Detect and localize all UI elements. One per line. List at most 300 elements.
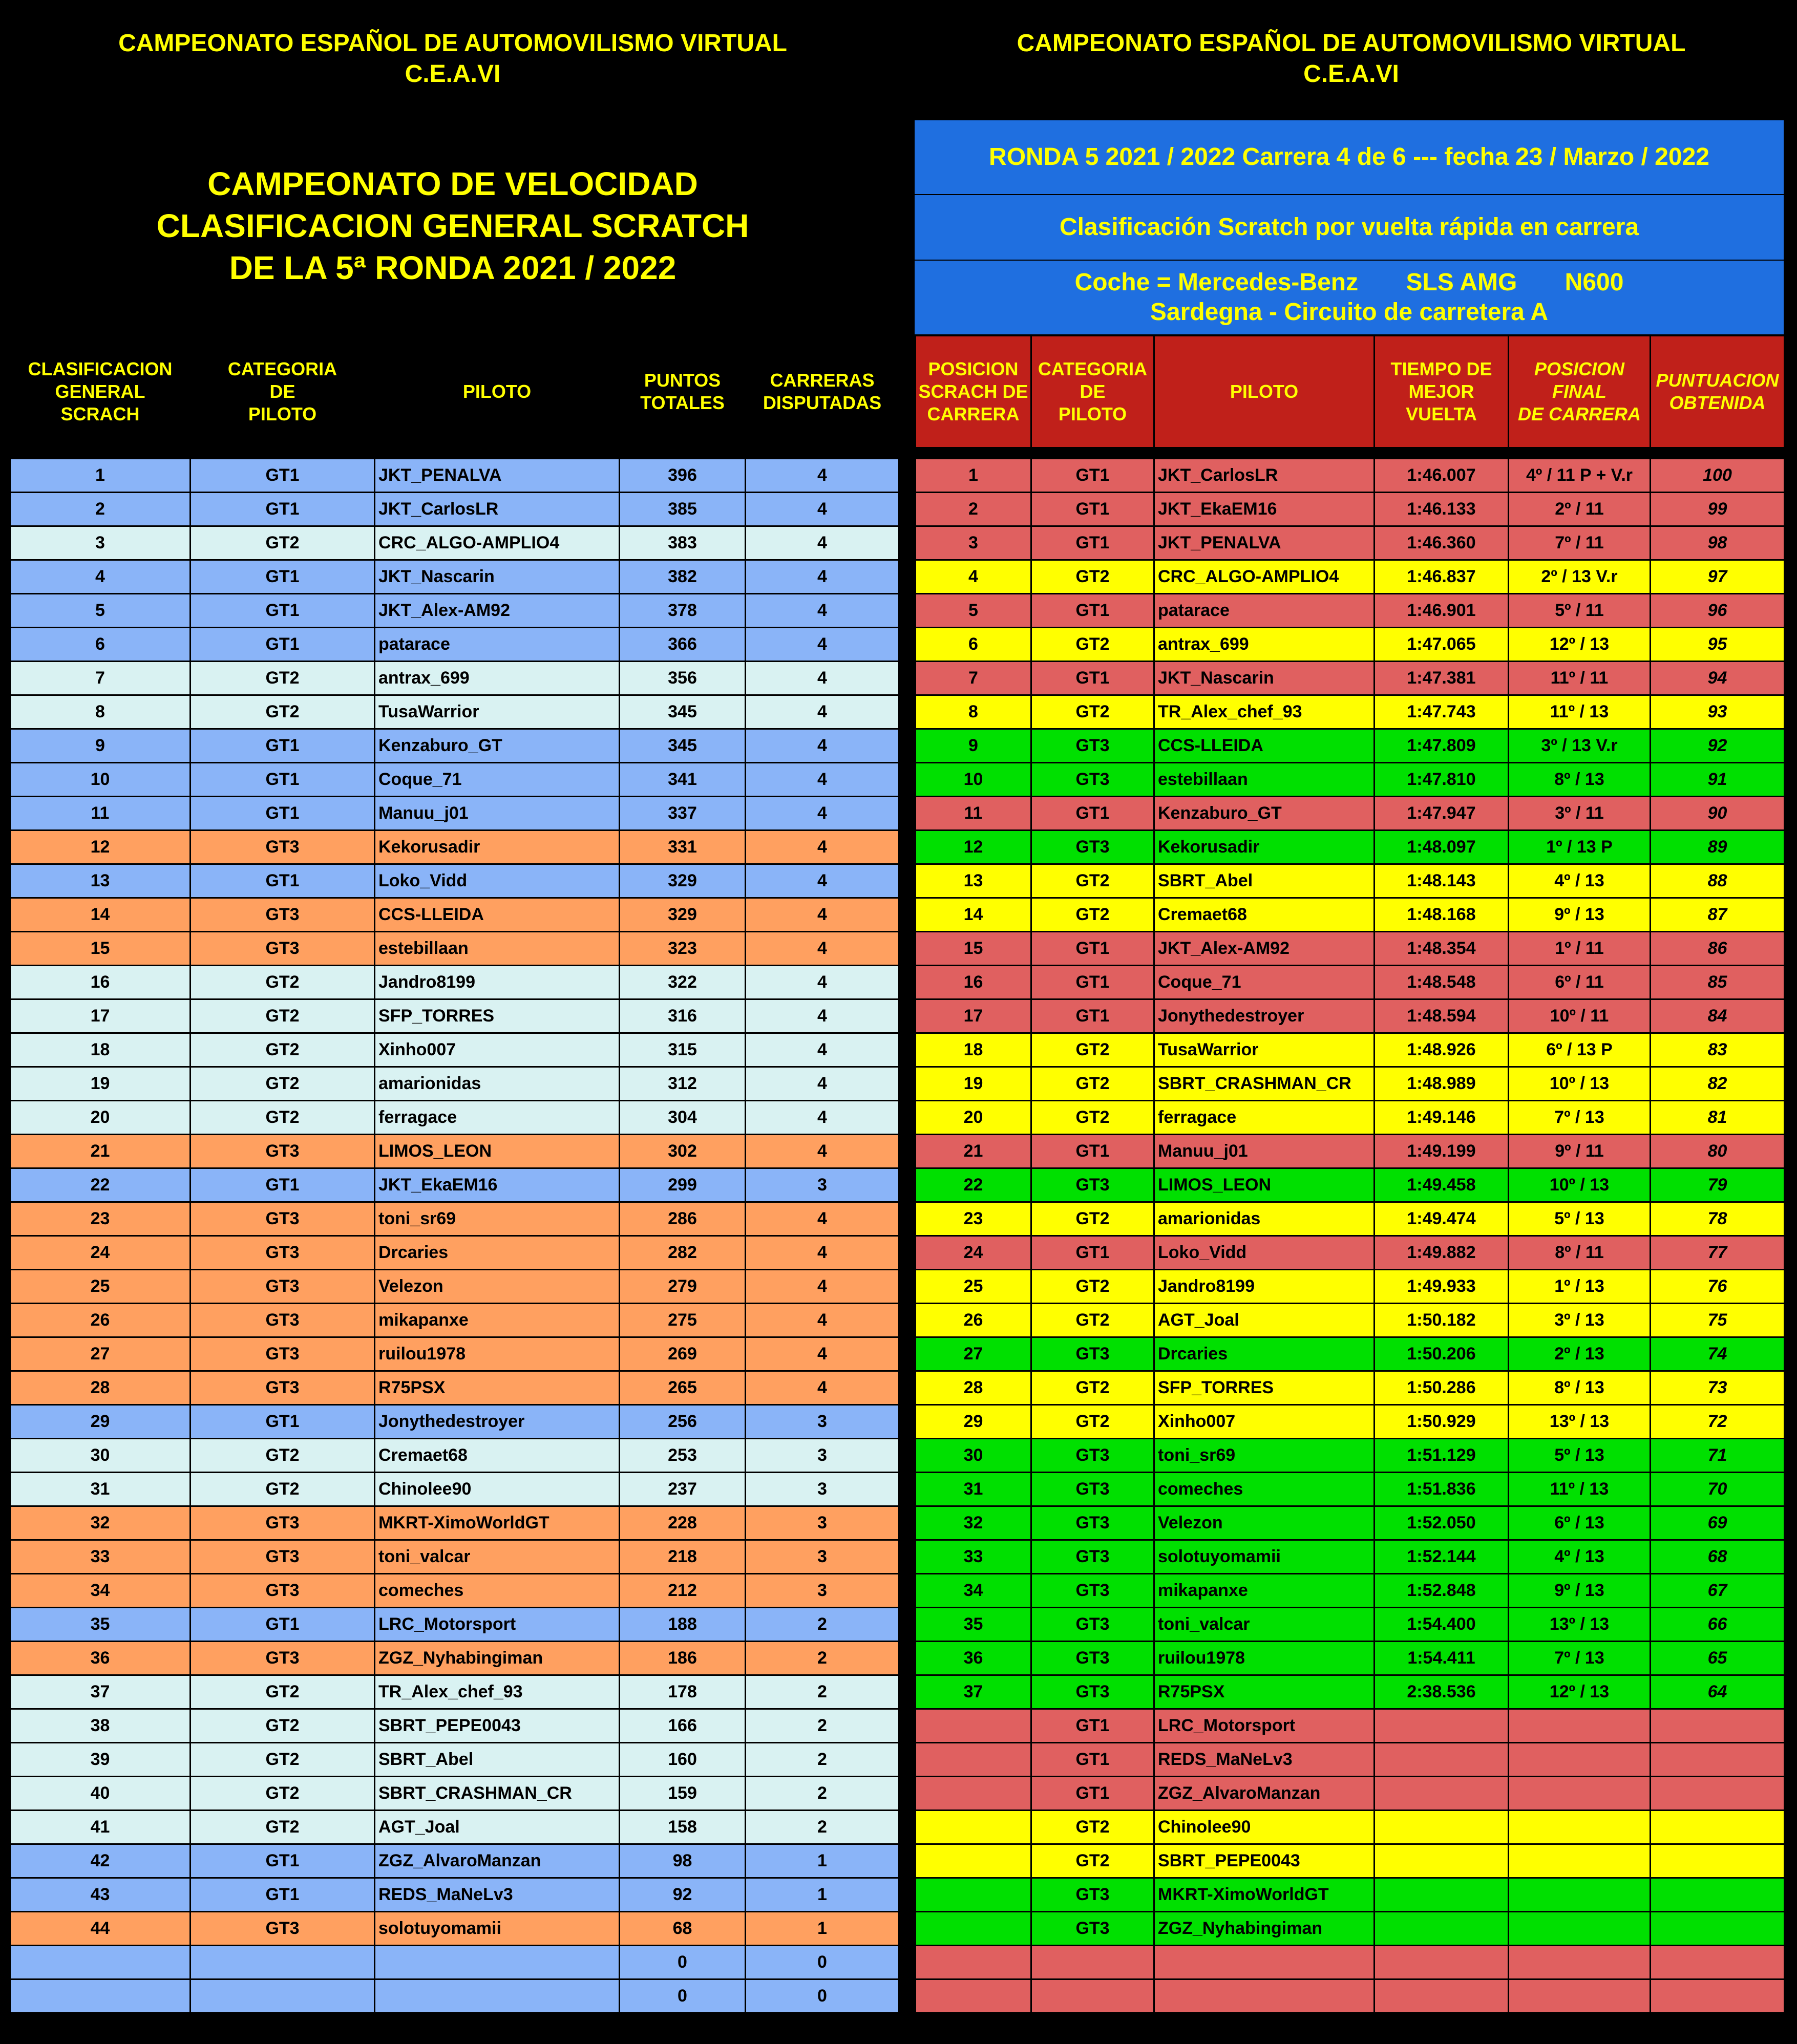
- general-cell-3: 188: [620, 1608, 746, 1642]
- race-cell-2: Velezon: [1154, 1506, 1375, 1540]
- table-row: [916, 1405, 1785, 1439]
- race-cell-3: 1:48.926: [1375, 1033, 1509, 1067]
- table-row: [10, 493, 899, 526]
- table-row: [916, 662, 1785, 695]
- race-cell-1: GT2: [1031, 898, 1154, 932]
- track-info: Sardegna - Circuito de carretera A: [1150, 299, 1549, 326]
- general-cell-4: 4: [746, 864, 899, 898]
- general-cell-2: LIMOS_LEON: [375, 1135, 620, 1168]
- general-cell-2: LRC_Motorsport: [375, 1608, 620, 1642]
- race-cell-5: 91: [1651, 763, 1785, 797]
- general-cell-2: CCS-LLEIDA: [375, 898, 620, 932]
- general-cell-4: 4: [746, 493, 899, 526]
- race-cell-5: 75: [1651, 1304, 1785, 1337]
- race-cell-5: 66: [1651, 1608, 1785, 1642]
- general-cell-1: GT3: [191, 932, 375, 966]
- race-cell-5: [1651, 1844, 1785, 1878]
- general-cell-3: 316: [620, 999, 746, 1033]
- race-header-1: CATEGORIA DE PILOTO: [1031, 336, 1154, 448]
- general-table-header: [10, 336, 899, 448]
- race-cell-4: 7º / 11: [1509, 526, 1651, 560]
- race-cell-1: GT1: [1031, 459, 1154, 493]
- general-cell-4: 3: [746, 1506, 899, 1540]
- general-cell-4: 2: [746, 1743, 899, 1777]
- general-cell-0: 41: [10, 1811, 191, 1844]
- race-cell-5: 64: [1651, 1675, 1785, 1709]
- general-cell-2: Cremaet68: [375, 1439, 620, 1473]
- race-cell-1: GT2: [1031, 1304, 1154, 1337]
- general-cell-0: 16: [10, 966, 191, 999]
- general-cell-0: 10: [10, 763, 191, 797]
- race-cell-4: 5º / 11: [1509, 594, 1651, 628]
- general-cell-2: ferragace: [375, 1101, 620, 1135]
- race-cell-3: 1:47.065: [1375, 628, 1509, 662]
- table-row: [916, 1844, 1785, 1878]
- table-row: [10, 1709, 899, 1743]
- general-cell-0: 21: [10, 1135, 191, 1168]
- race-cell-0: 4: [916, 560, 1031, 594]
- org-name: CAMPEONATO ESPAÑOL DE AUTOMOVILISMO VIRTUAL: [118, 30, 787, 57]
- general-cell-3: 378: [620, 594, 746, 628]
- general-cell-3: 92: [620, 1878, 746, 1912]
- general-cell-2: mikapanxe: [375, 1304, 620, 1337]
- table-row: [10, 1439, 899, 1473]
- general-cell-4: 4: [746, 729, 899, 763]
- race-cell-4: [1509, 1946, 1651, 1979]
- race-cell-4: [1509, 1912, 1651, 1946]
- table-row: [916, 1912, 1785, 1946]
- general-cell-3: 265: [620, 1371, 746, 1405]
- race-cell-0: [916, 1709, 1031, 1743]
- general-cell-0: 8: [10, 695, 191, 729]
- race-cell-5: 98: [1651, 526, 1785, 560]
- race-cell-5: 81: [1651, 1101, 1785, 1135]
- general-cell-4: 2: [746, 1608, 899, 1642]
- general-cell-4: 4: [746, 1337, 899, 1371]
- race-cell-3: 1:49.933: [1375, 1270, 1509, 1304]
- race-cell-0: 32: [916, 1506, 1031, 1540]
- table-row: [10, 999, 899, 1033]
- race-cell-5: 69: [1651, 1506, 1785, 1540]
- race-cell-3: 1:47.381: [1375, 662, 1509, 695]
- race-cell-2: CRC_ALGO-AMPLIO4: [1154, 560, 1375, 594]
- race-cell-2: antrax_699: [1154, 628, 1375, 662]
- org-name: CAMPEONATO ESPAÑOL DE AUTOMOVILISMO VIRTUAL: [1017, 30, 1686, 57]
- race-cell-0: 9: [916, 729, 1031, 763]
- race-cell-3: [1375, 1979, 1509, 2013]
- race-cell-2: CCS-LLEIDA: [1154, 729, 1375, 763]
- general-header-4: CARRERAS DISPUTADAS: [746, 336, 899, 448]
- table-row: [916, 1033, 1785, 1067]
- table-row: [916, 999, 1785, 1033]
- race-cell-5: [1651, 1811, 1785, 1844]
- race-cell-0: 24: [916, 1236, 1031, 1270]
- general-cell-1: GT3: [191, 1236, 375, 1270]
- general-cell-1: GT3: [191, 1506, 375, 1540]
- race-cell-2: SBRT_CRASHMAN_CR: [1154, 1067, 1375, 1101]
- general-cell-1: GT2: [191, 1473, 375, 1506]
- race-cell-3: 1:46.837: [1375, 560, 1509, 594]
- general-cell-0: 29: [10, 1405, 191, 1439]
- general-cell-4: 4: [746, 594, 899, 628]
- general-cell-4: 4: [746, 1067, 899, 1101]
- race-cell-4: 12º / 13: [1509, 1675, 1651, 1709]
- table-row: [10, 932, 899, 966]
- general-cell-1: GT2: [191, 1033, 375, 1067]
- race-cell-2: Coque_71: [1154, 966, 1375, 999]
- race-cell-2: SBRT_PEPE0043: [1154, 1844, 1375, 1878]
- general-cell-4: 4: [746, 831, 899, 864]
- general-cell-4: 4: [746, 966, 899, 999]
- general-cell-3: 158: [620, 1811, 746, 1844]
- table-row: [916, 966, 1785, 999]
- title-line-1: CAMPEONATO DE VELOCIDAD: [207, 165, 698, 202]
- classification-info: Clasificación Scratch por vuelta rápida en carrera: [915, 195, 1784, 260]
- race-cell-1: GT3: [1031, 1473, 1154, 1506]
- general-cell-2: Chinolee90: [375, 1473, 620, 1506]
- race-cell-3: 1:47.947: [1375, 797, 1509, 831]
- general-cell-3: 0: [620, 1946, 746, 1979]
- race-cell-3: 1:51.836: [1375, 1473, 1509, 1506]
- race-cell-1: GT2: [1031, 864, 1154, 898]
- race-cell-4: 3º / 13 V.r: [1509, 729, 1651, 763]
- race-cell-4: 8º / 13: [1509, 763, 1651, 797]
- general-cell-0: 22: [10, 1168, 191, 1202]
- general-cell-4: 4: [746, 662, 899, 695]
- race-cell-0: [916, 1743, 1031, 1777]
- race-cell-1: GT1: [1031, 1135, 1154, 1168]
- table-row: [10, 1506, 899, 1540]
- race-cell-0: 3: [916, 526, 1031, 560]
- race-cell-1: GT2: [1031, 1101, 1154, 1135]
- general-cell-4: 2: [746, 1709, 899, 1743]
- race-cell-5: 84: [1651, 999, 1785, 1033]
- race-cell-2: ferragace: [1154, 1101, 1375, 1135]
- race-cell-4: [1509, 1709, 1651, 1743]
- race-cell-3: 1:48.168: [1375, 898, 1509, 932]
- table-row: [916, 1540, 1785, 1574]
- race-cell-3: 1:49.146: [1375, 1101, 1509, 1135]
- general-cell-3: 159: [620, 1777, 746, 1811]
- race-cell-4: 11º / 11: [1509, 662, 1651, 695]
- table-row: [10, 1811, 899, 1844]
- general-cell-2: toni_sr69: [375, 1202, 620, 1236]
- general-cell-2: Kenzaburo_GT: [375, 729, 620, 763]
- table-row: [10, 1675, 899, 1709]
- general-cell-4: 4: [746, 1304, 899, 1337]
- race-cell-0: 18: [916, 1033, 1031, 1067]
- race-cell-2: Loko_Vidd: [1154, 1236, 1375, 1270]
- general-cell-3: 256: [620, 1405, 746, 1439]
- general-cell-0: 40: [10, 1777, 191, 1811]
- race-cell-3: 1:50.929: [1375, 1405, 1509, 1439]
- race-cell-4: [1509, 1777, 1651, 1811]
- table-row: [10, 594, 899, 628]
- general-cell-3: 345: [620, 729, 746, 763]
- race-cell-0: 2: [916, 493, 1031, 526]
- race-cell-2: comeches: [1154, 1473, 1375, 1506]
- race-cell-3: 1:47.810: [1375, 763, 1509, 797]
- race-cell-5: 71: [1651, 1439, 1785, 1473]
- race-cell-1: GT2: [1031, 1033, 1154, 1067]
- general-cell-0: 13: [10, 864, 191, 898]
- race-cell-2: Jandro8199: [1154, 1270, 1375, 1304]
- race-cell-3: 1:46.901: [1375, 594, 1509, 628]
- general-cell-0: 12: [10, 831, 191, 864]
- race-cell-5: [1651, 1912, 1785, 1946]
- table-row: [10, 966, 899, 999]
- race-cell-1: GT1: [1031, 662, 1154, 695]
- general-cell-4: 2: [746, 1811, 899, 1844]
- race-cell-2: JKT_Nascarin: [1154, 662, 1375, 695]
- general-cell-4: 3: [746, 1405, 899, 1439]
- race-cell-4: 13º / 13: [1509, 1608, 1651, 1642]
- race-cell-5: [1651, 1878, 1785, 1912]
- race-cell-2: ZGZ_AlvaroManzan: [1154, 1777, 1375, 1811]
- race-cell-1: GT1: [1031, 493, 1154, 526]
- race-cell-4: 11º / 13: [1509, 695, 1651, 729]
- race-cell-0: 14: [916, 898, 1031, 932]
- race-cell-3: 1:46.360: [1375, 526, 1509, 560]
- race-cell-5: 76: [1651, 1270, 1785, 1304]
- race-cell-3: [1375, 1709, 1509, 1743]
- general-cell-1: GT2: [191, 1101, 375, 1135]
- table-row: [916, 864, 1785, 898]
- race-cell-2: SBRT_Abel: [1154, 864, 1375, 898]
- general-cell-2: AGT_Joal: [375, 1811, 620, 1844]
- table-row: [916, 1236, 1785, 1270]
- table-row: [10, 526, 899, 560]
- race-cell-4: [1509, 1979, 1651, 2013]
- race-cell-0: [916, 1844, 1031, 1878]
- general-cell-0: 31: [10, 1473, 191, 1506]
- general-cell-1: GT2: [191, 662, 375, 695]
- general-cell-0: 24: [10, 1236, 191, 1270]
- race-cell-2: Xinho007: [1154, 1405, 1375, 1439]
- table-row: [916, 763, 1785, 797]
- general-cell-0: 37: [10, 1675, 191, 1709]
- race-cell-1: GT3: [1031, 1439, 1154, 1473]
- general-cell-2: REDS_MaNeLv3: [375, 1878, 620, 1912]
- race-cell-0: 27: [916, 1337, 1031, 1371]
- table-row: [916, 1304, 1785, 1337]
- table-row: [10, 1033, 899, 1067]
- race-cell-5: 74: [1651, 1337, 1785, 1371]
- table-row: [916, 1878, 1785, 1912]
- general-cell-1: GT3: [191, 1202, 375, 1236]
- race-cell-0: 7: [916, 662, 1031, 695]
- race-cell-5: 87: [1651, 898, 1785, 932]
- table-row: [10, 695, 899, 729]
- general-cell-2: Drcaries: [375, 1236, 620, 1270]
- general-cell-2: [375, 1946, 620, 1979]
- race-cell-1: GT1: [1031, 966, 1154, 999]
- race-cell-2: LRC_Motorsport: [1154, 1709, 1375, 1743]
- race-cell-1: GT3: [1031, 1540, 1154, 1574]
- general-header-2: PILOTO: [375, 336, 620, 448]
- general-cell-3: 331: [620, 831, 746, 864]
- race-cell-3: [1375, 1878, 1509, 1912]
- general-cell-3: 269: [620, 1337, 746, 1371]
- general-cell-3: 323: [620, 932, 746, 966]
- race-cell-4: [1509, 1878, 1651, 1912]
- general-cell-0: 3: [10, 526, 191, 560]
- table-row: [916, 459, 1785, 493]
- race-cell-1: GT3: [1031, 1642, 1154, 1675]
- general-cell-2: Xinho007: [375, 1033, 620, 1067]
- general-cell-1: GT3: [191, 1135, 375, 1168]
- general-cell-2: MKRT-XimoWorldGT: [375, 1506, 620, 1540]
- race-header-5: PUNTUACION OBTENIDA: [1651, 336, 1785, 448]
- race-cell-0: 5: [916, 594, 1031, 628]
- table-row: [10, 1067, 899, 1101]
- race-cell-1: GT1: [1031, 932, 1154, 966]
- table-row: [916, 729, 1785, 763]
- table-row: [916, 1608, 1785, 1642]
- general-cell-2: ruilou1978: [375, 1337, 620, 1371]
- race-cell-1: [1031, 1979, 1154, 2013]
- general-cell-0: 44: [10, 1912, 191, 1946]
- table-row: [916, 695, 1785, 729]
- table-row: [916, 1067, 1785, 1101]
- race-cell-5: 94: [1651, 662, 1785, 695]
- race-cell-3: 1:54.411: [1375, 1642, 1509, 1675]
- race-cell-2: Kekorusadir: [1154, 831, 1375, 864]
- page-title: [0, 163, 905, 289]
- race-cell-5: 78: [1651, 1202, 1785, 1236]
- table-row: [10, 864, 899, 898]
- general-cell-4: 4: [746, 1135, 899, 1168]
- general-cell-2: SFP_TORRES: [375, 999, 620, 1033]
- race-cell-1: GT1: [1031, 1777, 1154, 1811]
- race-cell-1: GT1: [1031, 1709, 1154, 1743]
- general-cell-2: Manuu_j01: [375, 797, 620, 831]
- general-cell-0: 11: [10, 797, 191, 831]
- table-row: [916, 1168, 1785, 1202]
- general-cell-4: 3: [746, 1473, 899, 1506]
- general-cell-2: amarionidas: [375, 1067, 620, 1101]
- general-cell-0: 4: [10, 560, 191, 594]
- round-info: RONDA 5 2021 / 2022 Carrera 4 de 6 --- fecha 23 / Marzo / 2022: [915, 120, 1784, 194]
- table-row: [10, 729, 899, 763]
- general-cell-3: 98: [620, 1844, 746, 1878]
- general-cell-1: GT2: [191, 1811, 375, 1844]
- general-cell-4: 2: [746, 1777, 899, 1811]
- race-cell-3: 1:51.129: [1375, 1439, 1509, 1473]
- general-cell-4: 4: [746, 1270, 899, 1304]
- general-cell-1: GT3: [191, 1371, 375, 1405]
- general-cell-3: 68: [620, 1912, 746, 1946]
- general-cell-3: 312: [620, 1067, 746, 1101]
- race-cell-2: [1154, 1946, 1375, 1979]
- table-row: [916, 1270, 1785, 1304]
- table-row: [916, 1439, 1785, 1473]
- general-cell-2: Jonythedestroyer: [375, 1405, 620, 1439]
- race-cell-5: 89: [1651, 831, 1785, 864]
- race-cell-0: 17: [916, 999, 1031, 1033]
- race-cell-3: 1:48.548: [1375, 966, 1509, 999]
- race-cell-1: GT2: [1031, 695, 1154, 729]
- table-row: [10, 1608, 899, 1642]
- race-cell-2: patarace: [1154, 594, 1375, 628]
- race-cell-3: 1:50.206: [1375, 1337, 1509, 1371]
- race-cell-3: 1:49.474: [1375, 1202, 1509, 1236]
- race-cell-3: 1:50.182: [1375, 1304, 1509, 1337]
- race-cell-2: LIMOS_LEON: [1154, 1168, 1375, 1202]
- race-cell-1: GT3: [1031, 1337, 1154, 1371]
- general-cell-1: GT2: [191, 1777, 375, 1811]
- general-cell-3: 228: [620, 1506, 746, 1540]
- race-cell-1: GT1: [1031, 797, 1154, 831]
- race-cell-3: 1:49.882: [1375, 1236, 1509, 1270]
- race-cell-5: 82: [1651, 1067, 1785, 1101]
- race-cell-1: GT3: [1031, 831, 1154, 864]
- org-header-left: [0, 28, 905, 90]
- general-cell-3: 329: [620, 864, 746, 898]
- race-cell-0: 34: [916, 1574, 1031, 1608]
- race-header-2: PILOTO: [1154, 336, 1375, 448]
- race-table-header: [916, 336, 1785, 448]
- race-cell-2: Kenzaburo_GT: [1154, 797, 1375, 831]
- general-cell-1: GT1: [191, 560, 375, 594]
- table-row: [916, 1506, 1785, 1540]
- table-row: [10, 1337, 899, 1371]
- race-cell-2: AGT_Joal: [1154, 1304, 1375, 1337]
- race-cell-0: 13: [916, 864, 1031, 898]
- race-cell-5: [1651, 1777, 1785, 1811]
- general-cell-1: GT2: [191, 1743, 375, 1777]
- race-cell-4: 7º / 13: [1509, 1101, 1651, 1135]
- table-row: [10, 1371, 899, 1405]
- table-row: [916, 560, 1785, 594]
- race-cell-2: Drcaries: [1154, 1337, 1375, 1371]
- race-cell-5: 92: [1651, 729, 1785, 763]
- race-cell-5: [1651, 1743, 1785, 1777]
- race-cell-2: REDS_MaNeLv3: [1154, 1743, 1375, 1777]
- race-classification-table: [915, 335, 1785, 2014]
- race-cell-4: 9º / 11: [1509, 1135, 1651, 1168]
- race-cell-4: 13º / 13: [1509, 1405, 1651, 1439]
- table-row: [10, 1777, 899, 1811]
- race-cell-4: 7º / 13: [1509, 1642, 1651, 1675]
- general-cell-3: 329: [620, 898, 746, 932]
- general-cell-0: 38: [10, 1709, 191, 1743]
- table-row: [916, 1743, 1785, 1777]
- race-cell-2: SFP_TORRES: [1154, 1371, 1375, 1405]
- race-cell-1: GT3: [1031, 1608, 1154, 1642]
- race-cell-4: 6º / 11: [1509, 966, 1651, 999]
- table-row: [916, 1473, 1785, 1506]
- general-cell-4: 4: [746, 695, 899, 729]
- race-cell-5: 68: [1651, 1540, 1785, 1574]
- race-cell-5: 80: [1651, 1135, 1785, 1168]
- general-cell-1: GT2: [191, 999, 375, 1033]
- general-cell-0: 7: [10, 662, 191, 695]
- general-cell-3: 341: [620, 763, 746, 797]
- race-cell-2: mikapanxe: [1154, 1574, 1375, 1608]
- race-cell-1: GT2: [1031, 1811, 1154, 1844]
- general-cell-2: JKT_Alex-AM92: [375, 594, 620, 628]
- table-row: [916, 628, 1785, 662]
- general-cell-1: GT3: [191, 1304, 375, 1337]
- race-cell-3: 1:47.743: [1375, 695, 1509, 729]
- race-cell-4: 1º / 13 P: [1509, 831, 1651, 864]
- general-cell-0: 20: [10, 1101, 191, 1135]
- general-cell-4: 4: [746, 1101, 899, 1135]
- general-cell-4: 4: [746, 932, 899, 966]
- general-cell-4: 1: [746, 1878, 899, 1912]
- car-info: Coche = Mercedes-Benz SLS AMG N600: [1074, 269, 1624, 296]
